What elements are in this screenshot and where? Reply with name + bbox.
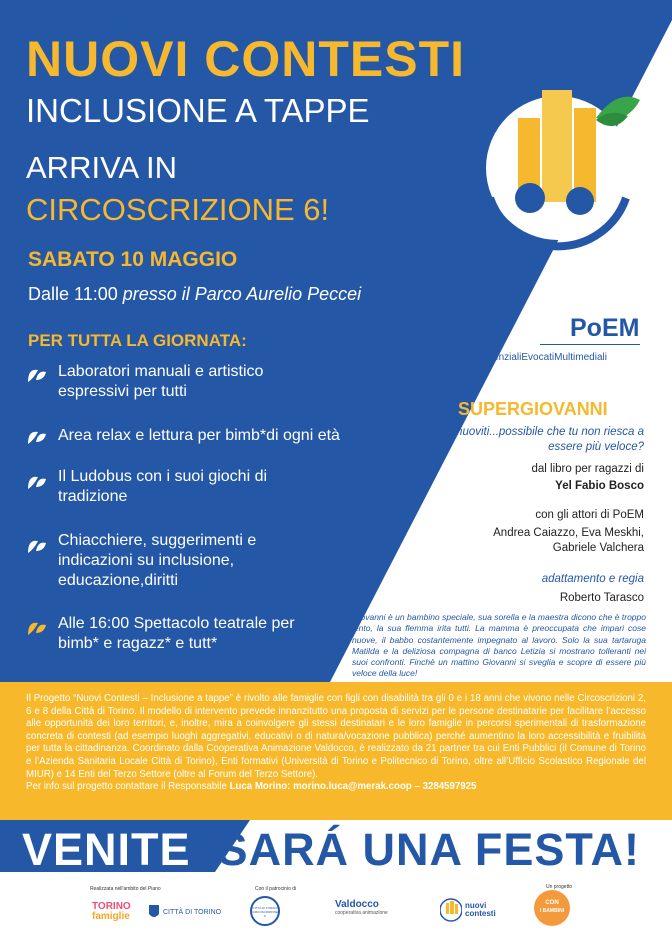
leaf-bullet-icon <box>26 366 48 384</box>
leaf-bullet-icon <box>26 473 48 491</box>
leaf-bullet-icon <box>26 537 48 555</box>
valdocco-logo: Valdocco cooperativa animazione <box>335 899 388 916</box>
un-progetto-label: Un progetto <box>546 884 573 890</box>
show-actors-line: con gli attori di PoEM <box>535 509 644 521</box>
activities-heading: PER TUTTA LA GIORNATA: <box>28 331 247 350</box>
nuovi-contesti-logo-graphic <box>478 78 648 258</box>
footer-realizzata: Realizzata nell'ambito del Piano <box>90 886 161 892</box>
event-date: SABATO 10 MAGGIO <box>28 248 238 271</box>
poem-divider <box>540 344 640 345</box>
show-author: Yel Fabio Bosco <box>555 480 644 492</box>
activity-item: Laboratori manuali e artistico espressivi per tutti <box>58 363 264 400</box>
contact-details[interactable]: morino.luca@merak.coop – 3284597925 <box>290 781 477 793</box>
activity-item: Il Ludobus con i suoi giochi di tradizione <box>58 468 268 505</box>
project-description: Il Progetto “Nuovi Contesti – Inclusione a tappe” è rivolto alle famiglie con figli con disabilità tra gli 0 e i 18 anni che vivono nelle Circoscrizioni 2, 6 e 8 della Città di Torino. Il modello di intervento prevede innanzitutto una proposta di servizi per le persone destinatarie per facilitare l’accesso alle opportunità dei loro territori, e, inoltre, mira a coinvolgere gli stessi destinatari e le loro famiglie in percorsi sperimentali di trasformazione concreta di contesti (ad esempio luoghi aggregativi, educativi o di natura/vocazione pubblica) perché aumentino la loro accessibilità e fruibilità per tutta la cittadinanza. Coordinato dalla Cooperativa Animazione Valdocco, è realizzato da 21 partner tra cui Enti Pubblici (il Comune di Torino e l’Azienda Sanitaria Locale Città di Torino), Enti formativi (Università di Torino e Politecnico di Torino, oltre all’Ufficio Scolastico Regionale del MIUR) e 14 Enti del Terzo Settore (oltre al Forum del Terzo Settore). Per info sul progetto contattare il Responsabile Luca Morino: morino.luca@merak.coop – 3284597925 <box>26 693 646 793</box>
contact-name: Luca Morino: <box>229 781 291 793</box>
poem-logo: PoEM <box>570 314 640 342</box>
show-director: Roberto Tarasco <box>559 592 644 604</box>
title-arriva-in: ARRIVA IN <box>26 150 178 185</box>
event-time-place: Dalle 11:00 presso il Parco Aurelio Peccei <box>28 284 362 304</box>
leaf-bullet-icon <box>26 619 48 637</box>
nuovi-contesti-footer-logo: nuovi contesti <box>440 898 496 922</box>
activity-item: Area relax e lettura per bimb*di ogni età <box>58 427 340 444</box>
citta-torino-logo: CITTÀ DI TORINO <box>148 904 221 920</box>
show-direction-line: adattamento e regia <box>541 573 644 585</box>
leaf-bullet-icon <box>26 428 48 446</box>
con-i-bambini-logo: CON I BAMBINI <box>534 890 570 926</box>
show-synopsis: Giovanni è un bambino speciale, sua sorella e la maestra dicono che è troppo lento, la sua flemma irita tutti. La mamma è preoccupata che impari cose nuove, il babbo costantemente impegnato al lavoro. Solo la sua tartaruga Matilda e la deliziosa compagna di banco Letizia si mostrano tolleranti nei suoi confronti. Finchè un mattino Giovanni si sveglia e scopre di essere più veloce della luce! <box>352 612 646 679</box>
footer-patrocinio: Con il patrocinio di <box>255 886 297 892</box>
buildings-icon <box>440 898 462 922</box>
activity-item: Chiacchiere, suggerimenti e indicazioni su inclusione, educazione,diritti <box>58 532 257 589</box>
poem-subtitle: PotenzialiEvocatiMultimediali <box>478 352 607 363</box>
title-nuovi-contesti: NUOVI CONTESTI <box>26 31 466 87</box>
show-tagline: Dai muoviti...possibile che tu non riesca a essere più veloce? <box>432 426 644 453</box>
title-inclusione: INCLUSIONE A TAPPE <box>26 92 370 129</box>
show-book-line: dal libro per ragazzi di <box>531 463 644 475</box>
torino-famiglie-logo: TORINO famiglie <box>92 901 131 922</box>
show-title: SUPERGIOVANNI <box>458 399 608 419</box>
title-circoscrizione: CIRCOSCRIZIONE 6! <box>26 192 330 227</box>
slogan: VENITE, SARÁ UNA FESTA! <box>22 824 641 875</box>
circoscrizione-logo: CITTÀ DI TORINO CIRCOSCRIZIONE 6 <box>250 896 280 926</box>
city-crest-icon <box>148 904 160 920</box>
show-actors: Andrea Caiazzo, Eva Meskhi, Gabriele Valchera <box>493 527 644 554</box>
activity-item: Alle 16:00 Spettacolo teatrale per bimb* e ragazz* e tutt* <box>58 615 295 652</box>
